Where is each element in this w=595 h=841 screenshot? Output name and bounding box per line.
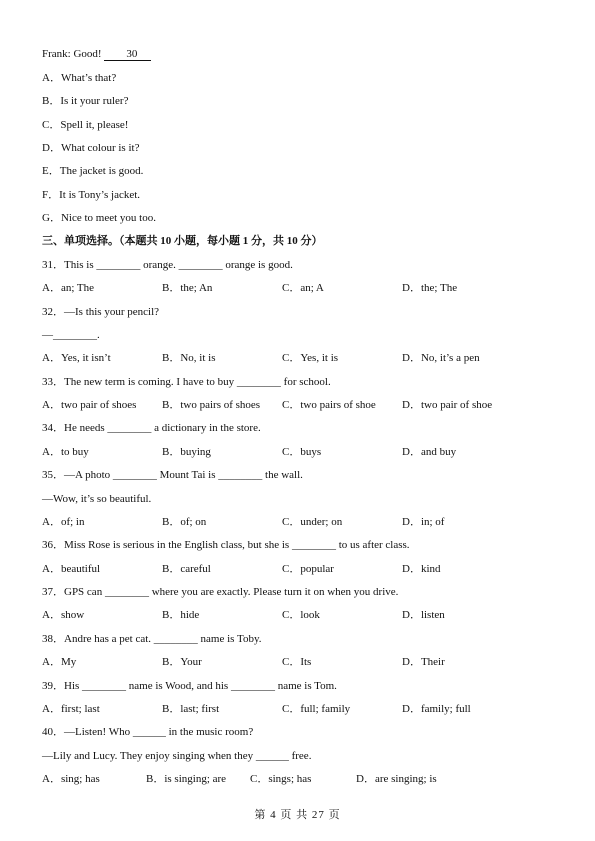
answer-option-d: D．What colour is it? [42, 142, 140, 154]
question-stem: 32．—Is this your pencil? [42, 306, 160, 318]
option-b: B．of; on [162, 516, 207, 528]
option-d: D．listen [402, 609, 445, 621]
dialogue-frank-line [42, 47, 151, 61]
option-d: D．and buy [402, 446, 457, 458]
option-c: C．look [282, 609, 320, 621]
option-c: C．Yes, it is [282, 352, 339, 364]
option-b: B．Your [162, 656, 202, 668]
option-a: A．to buy [42, 446, 89, 458]
option-d: D．Their [402, 656, 445, 668]
option-d: D．family; full [402, 703, 471, 715]
question-stem: 33．The new term is coming. I have to buy ________ for school. [42, 376, 331, 388]
section-heading: 三、单项选择。（本题共 10 小题，每小题 1 分，共 10 分） [42, 235, 323, 247]
option-d: D．No, it’s a pen [402, 352, 480, 364]
option-c: C．an; A [282, 282, 324, 294]
option-b: B．No, it is [162, 352, 216, 364]
option-b: B．last; first [162, 703, 220, 715]
option-c: C．popular [282, 563, 334, 575]
answer-option-a: A．What’s that? [42, 72, 117, 84]
option-c: C．buys [282, 446, 322, 458]
answer-option-c: C．Spell it, please! [42, 119, 129, 131]
answer-blank-30: 30 [104, 48, 151, 61]
option-b: B．two pairs of shoes [162, 399, 261, 411]
question-stem: 38．Andre has a pet cat. ________ name is Toby. [42, 633, 262, 645]
option-c: C．sings; has [250, 773, 312, 785]
question-stem: 40．—Listen! Who ______ in the music room? [42, 726, 254, 738]
question-stem: 31．This is ________ orange. ________ orange is good. [42, 259, 293, 271]
answer-option-e: E．The jacket is good. [42, 165, 144, 177]
option-d: D．are singing; is [356, 773, 437, 785]
question-stem: 39．His ________ name is Wood, and his ________ name is Tom. [42, 680, 337, 692]
question-response-line: —Lily and Lucy. They enjoy singing when they ______ free. [42, 750, 312, 762]
option-c: C．Its [282, 656, 312, 668]
question-stem: 34．He needs ________ a dictionary in the store. [42, 422, 261, 434]
option-a: A．first; last [42, 703, 100, 715]
option-a: A．Yes, it isn’t [42, 352, 111, 364]
answer-option-g: G．Nice to meet you too. [42, 212, 156, 224]
option-c: C．two pairs of shoe [282, 399, 376, 411]
option-b: B．the; An [162, 282, 213, 294]
question-response-line: —________. [42, 329, 100, 341]
question-stem: 35．—A photo ________ Mount Tai is ________ the wall. [42, 469, 303, 481]
option-d: D．two pair of shoe [402, 399, 493, 411]
option-a: A．sing; has [42, 773, 100, 785]
option-a: A．My [42, 656, 77, 668]
option-d: D．kind [402, 563, 441, 575]
option-b: B．buying [162, 446, 211, 458]
option-c: C．under; on [282, 516, 343, 528]
question-response-line: —Wow, it’s so beautiful. [42, 493, 152, 505]
question-stem: 36．Miss Rose is serious in the English class, but she is ________ to us after class. [42, 539, 410, 551]
option-a: A．of; in [42, 516, 85, 528]
option-c: C．full; family [282, 703, 351, 715]
option-b: B．is singing; are [146, 773, 227, 785]
option-b: B．careful [162, 563, 211, 575]
option-a: A．two pair of shoes [42, 399, 137, 411]
frank-text: Frank: Good! [42, 48, 105, 60]
option-a: A．an; The [42, 282, 95, 294]
answer-option-b: B．Is it your ruler? [42, 95, 129, 107]
option-b: B．hide [162, 609, 200, 621]
option-d: D．the; The [402, 282, 458, 294]
answer-option-f: F．It is Tony’s jacket. [42, 189, 141, 201]
question-stem: 37．GPS can ________ where you are exactly. Please turn it on when you drive. [42, 586, 399, 598]
option-d: D．in; of [402, 516, 445, 528]
page-number-footer: 第 4 页 共 27 页 [254, 809, 341, 821]
option-a: A．show [42, 609, 85, 621]
option-a: A．beautiful [42, 563, 101, 575]
